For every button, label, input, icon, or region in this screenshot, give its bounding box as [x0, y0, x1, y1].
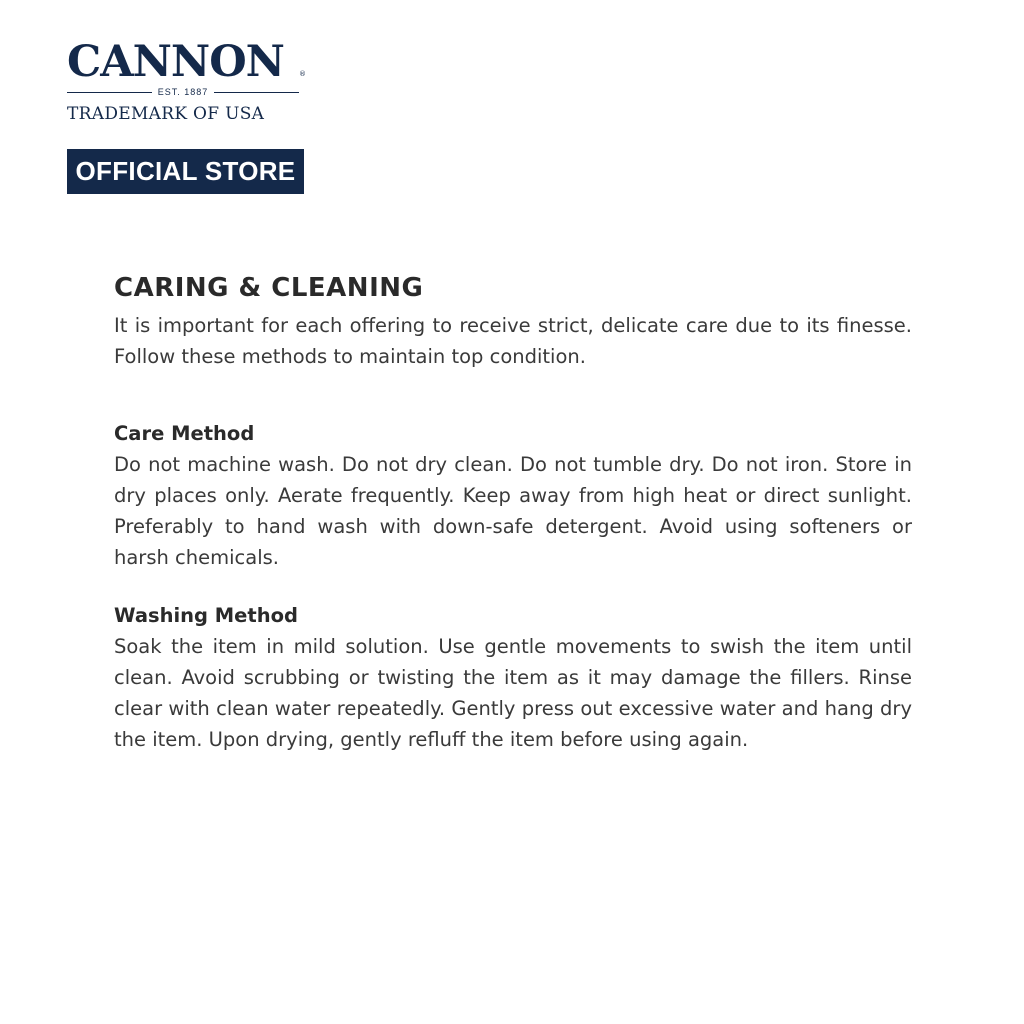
divider [214, 92, 299, 93]
established-text: EST. 1887 [157, 87, 209, 97]
section-heading: Care Method [114, 422, 255, 445]
brand-name: CANNON [67, 37, 284, 87]
divider [67, 92, 152, 93]
official-store-badge: OFFICIAL STORE [67, 149, 304, 194]
intro-text: It is important for each offering to receive strict, delicate care due to its finesse. Follow these methods to maintain top condition. [114, 314, 912, 368]
page-title: CARING & CLEANING [114, 273, 424, 303]
brand-logo [67, 38, 305, 125]
section-body: Soak the item in mild solution. Use gentle movements to swish the item until clean. Avoid scrubbing or twisting the item as it may damage the fillers. Rinse clear with clean water repeatedly. Gently press out excessive water and hang dry the item. Upon drying, gently refluff the item before using again. [114, 635, 912, 751]
washing-method-section [114, 601, 912, 755]
trademark-text: TRADEMARK OF USA [67, 104, 265, 124]
care-content [114, 268, 912, 755]
registered-mark: ® [299, 70, 306, 78]
established-row [67, 87, 299, 97]
care-method-section [114, 419, 912, 573]
section-heading: Washing Method [114, 604, 298, 627]
section-body: Do not machine wash. Do not dry clean. Do not tumble dry. Do not iron. Store in dry places only. Aerate frequently. Keep away from high heat or direct sunlight. Preferably to hand wash with down-safe detergent. Avoid using softeners or harsh chemicals. [114, 453, 912, 569]
